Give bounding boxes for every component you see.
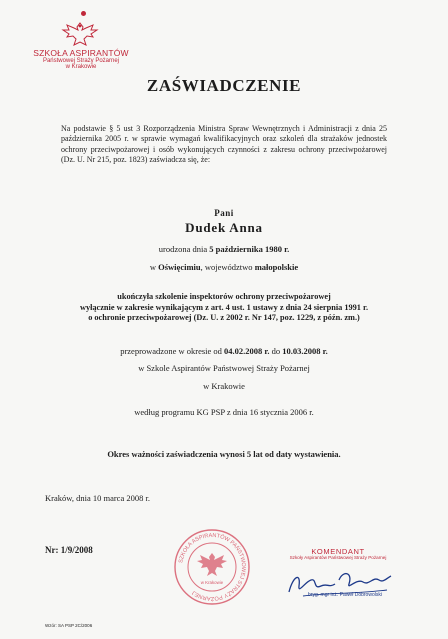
place-prefix: w: [149, 262, 159, 272]
issue-place-date: Kraków, dnia 10 marca 2008 r.: [45, 493, 150, 503]
training-city: w Krakowie: [203, 381, 245, 391]
completion-statement: [0, 292, 448, 324]
birth-place: Oświęcimiu: [158, 262, 201, 272]
completion-line-1: ukończyła szkolenie inspektorów ochrony przeciwpożarowej: [117, 292, 331, 301]
commandant-title: KOMENDANT: [311, 547, 365, 556]
seal-eagle-icon: [197, 553, 227, 576]
school-city: w Krakowie: [65, 64, 97, 71]
period-from: 04.02.2008 r.: [224, 346, 270, 356]
program-line: według programu KG PSP z dnia 16 stycznia 2006 r.: [134, 407, 314, 417]
commandant-stamp: [286, 548, 390, 561]
validity-statement: Okres ważności zaświadczenia wynosi 5 lat od daty wystawienia.: [107, 449, 341, 459]
red-dot-mark: [81, 11, 86, 16]
commandant-name: bryg. mgr inż. Paweł Dobrowolski: [308, 592, 382, 598]
birth-place-line: [0, 262, 448, 272]
commandant-subtitle: Szkoły Aspirantów Państwowej Straży Pożarnej: [289, 554, 387, 560]
born-prefix: urodzona dnia: [158, 244, 210, 254]
completion-line-2: wyłącznie w zakresie wynikającym z art. 4 ust. 1 ustawy z dnia 24 sierpnia 1991 r.: [79, 302, 369, 312]
period-prefix: przeprowadzone w okresie od: [120, 346, 225, 356]
school-subname: Państwowej Straży Pożarnej: [42, 57, 120, 64]
period-middle: do: [269, 346, 283, 356]
document-title: ZAŚWIADCZENIE: [146, 76, 302, 95]
voivodeship-prefix: , województwo: [200, 262, 255, 272]
certificate-number: Nr: 1/9/2008: [45, 545, 93, 555]
training-school: w Szkole Aspirantów Państwowej Straży Pożarnej: [138, 363, 310, 373]
birth-date: 5 października 1980 r.: [209, 244, 290, 254]
seal-city: w Krakowie: [200, 580, 224, 585]
person-name: Dudek Anna: [185, 220, 263, 235]
period-to: 10.03.2008 r.: [282, 346, 328, 356]
seal-ring-text: SZKOŁA ASPIRANTÓW PAŃSTWOWEJ STRAŻY POŻARNEJ: [178, 532, 247, 602]
form-code: Wzór: SA PSP 2C/2006: [45, 623, 93, 628]
school-header: [20, 49, 142, 71]
salutation: Pani: [214, 208, 234, 218]
voivodeship: małopolskie: [254, 262, 299, 272]
birth-date-line: [0, 244, 448, 254]
school-name: SZKOŁA ASPIRANTÓW: [33, 48, 129, 58]
intro-paragraph: Na podstawie § 5 ust 3 Rozporządzenia Ministra Spraw Wewnętrznych i Administracji z dnia 25 października 2005 r. w sprawie wymagań kwalifikacyjnych oraz szkoleń dla strażaków jednostek ochrony przeciwpożarowej i osób wykonujących czynności z zakresu ochrony przeciwpożarowej (Dz. U. Nr 215, poz. 1823) zaświadcza się, że:: [61, 124, 387, 165]
official-seal-stamp: [173, 528, 251, 606]
training-period: [0, 346, 448, 356]
eagle-emblem-icon: [60, 21, 100, 49]
completion-line-3: o ochronie przeciwpożarowej (Dz. U. z 2002 r. Nr 147, poz. 1229, z późn. zm.): [88, 313, 360, 323]
